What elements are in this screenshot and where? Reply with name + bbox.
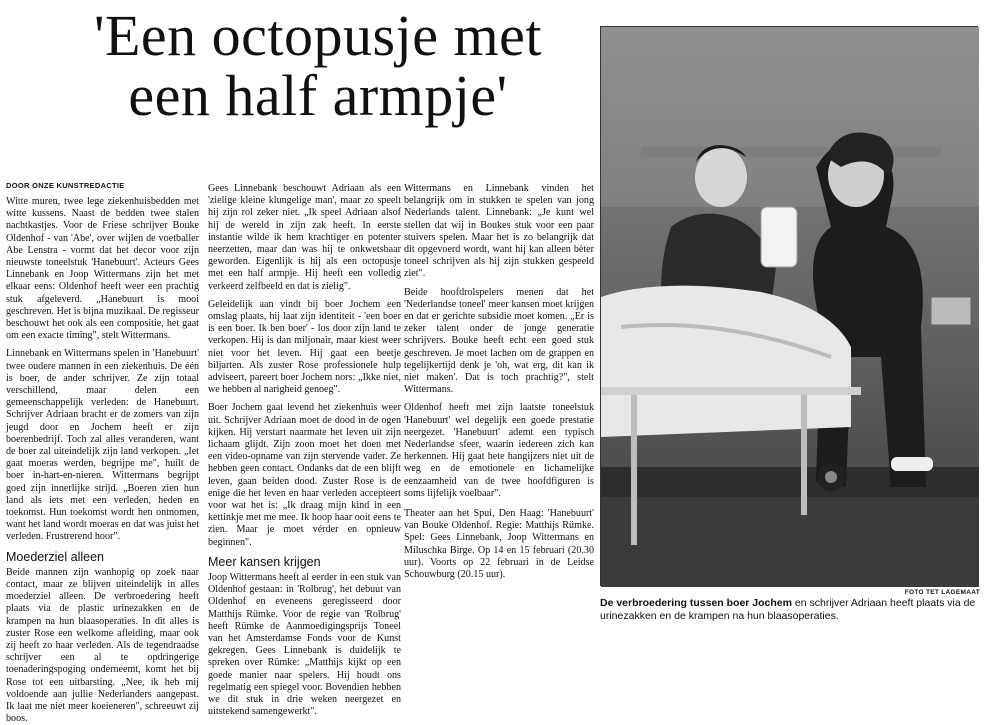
paragraph: Joop Wittermans heeft al eerder in een stuk van Oldenhof gestaan: in 'Rolbrug', het debuut van Oldenhof en eveneens geregisseerd door Matthijs Rümke. Voor de regie van 'Rolbrug' heeft Rümke de Aanmoedigingsprijs Toneel van het Amsterdamse Fonds voor de Kunst gekregen. Gees Linnebank is duidelijk te spreken over Rümke: „Matthijs kijkt op een goede manier naar spelers. Hij houdt ons regelmatig een spiegel voor. Bovendien hebben we dit stuk in drie weken neergezet en uitstekend samengewerkt".: [208, 571, 401, 718]
paragraph: Geleidelijk aan vindt bij boer Jochem een omslag plaats, hij laat zijn identiteit - 'een boer is een boer. Ik ben boer' - los door zijn land te verkopen. Hij is dan miljonair, maar kiest weer niet voor het leven. Hij gaat een beetje biljarten. Als zuster Rose professionele hulp adviseert, pareert boer Jochem nors: „Ikke niet, we hebben al narigheid genoeg".: [208, 298, 401, 396]
paragraph: Oldenhof heeft met zijn laatste toneelstuk 'Hanebuurt' wel degelijk een goede prestatie neergezet. 'Hanebuurt' ademt een typisch Nederlandse sfeer, waarin iedereen zich kan herkennen. Hij gaat hete hangijzers niet uit de weg en de emotionele en lichamelijke eenzaamheid van de twee hoofdfiguren is soms lijfelijk voelbaar".: [404, 402, 594, 499]
performance-credits: Theater aan het Spui, Den Haag: 'Hanebuurt' van Bouke Oldenhof. Regie: Matthijs Rümke. Spel: Gees Linnebank, Joop Wittermans en Miluschka Birge. Op 14 en 15 februari (20.30 uur). Voorts op 22 februari in de Leidse Schouwburg (20.15 uur).: [404, 508, 594, 581]
article-photo: [600, 26, 978, 586]
paragraph: Beide mannen zijn wanhopig op zoek naar contact, maar ze blijven uiteindelijk in alles moederziel alleen. De verbroedering heeft plaats via de plastic urinezakken en de krampen na hun blaasoperaties. In dit alles is zuster Rose een welkome afleiding, maar ook zij heeft zo haar verleden. Als de tegendraadse schrijver een al te opdringerige toenaderingspoging onderneemt, komt het bij Rose tot een uitbarsting. „Nee, ik heb mij voldoende aan jullie Nederlanders aangepast. Ik laat me niet meer koeieneren", schreeuwt zij boos.: [6, 566, 199, 725]
headline-line-2: een half armpje': [128, 63, 508, 128]
article-column-3: [404, 183, 594, 636]
photo-illustration: [601, 27, 979, 587]
caption-bold: De verbroedering tussen boer Jochem: [600, 597, 792, 609]
paragraph: Linnebank en Wittermans spelen in 'Hanebuurt' twee oudere mannen in een ziekenhuis. De één is boer, de ander schrijver. Ze zijn totaal verschillend, maar delen een gemeenschappelijk verleden: de Hanebuurt. Schrijver Adriaan bracht er de zomers van zijn jeugd door en Jochem heeft er zijn boerenbedrijf. Toch zal alles veranderen, want de boer zal uiteindelijk zijn land verkopen. „Iet gaat moeras werden, begrijpe me", huilt de boer in-hart-en-nieren. Wittermans begrijpt goed zijn innerlijke strijd. „Boeren zien hun land als iets met een verleden, heden en toekomst. Hun toekomst wordt hen ontnomen, want het land wordt moeras en dat was juist het verleden. Frustrerend hoor".: [6, 348, 199, 543]
headline-line-1: 'Een octopusje met: [94, 3, 542, 68]
article-column-2: [208, 183, 401, 718]
paragraph: Beide hoofdrolspelers menen dat het 'Nederlandse toneel' meer kansen moet krijgen en dat er gerichte subsidie moet komen. „Er is zeker talent onder de jonge generatie schrijvers. Bouke heeft echt een goed stuk geschreven. Je moet lachen om de grappen en tegelijkertijd denk je 'oh, wat erg, dit kan ik niet maken'. Dat is toch prachtig?", stelt Wittermans.: [404, 286, 594, 396]
paragraph: Boer Jochem gaat levend het ziekenhuis weer uit. Schrijver Adriaan moet de dood in de ogen kijken. Hij verstart naarmate het leven uit zijn lichaam glijdt. Zijn zoon moet het doen met een video-opname van zijn stervende vader. Ze hebben geen contact. Ondanks dat de een blijft leven, gaan beiden dood. Zuster Rose is de enige die het leven en haar verleden accepteert voor wat het is: „Ik draag mijn kind in een kettinkje met me mee. Ik hoop haar ooit eens te zien. Maar je moet vérder en opnieuw beginnen".: [208, 402, 401, 548]
paragraph: Wittermans en Linnebank vinden het belangrijk om in stukken te spelen van jong Nederlands talent. Linnebank: „Je kunt wel stellen dat wij in Boukes stuk voor een paar stuivers spelen. Maar het is zo belangrijk dat dit opgevoerd wordt, want hij kan alleen bèter toneel schrijven als hij zijn stukken gespeeld ziet".: [404, 183, 594, 280]
headline: [38, 3, 598, 128]
paragraph: Witte muren, twee lege ziekenhuisbedden met witte kussens. Naast de bedden twee stalen nachtkastjes. Voor de Friese schrijver Bouke Oldenhof - van 'Abe', over wijlen de voetballer Abe Lenstra - vormt dat het decor voor zijn nieuwste toneelstuk 'Hanebuurt'. Acteurs Gees Linnebank en Joop Wittermans zijn het met elkaar eens: Oldenhof heeft weer een prachtig stuk afgeleverd. „Hanebuurt is mooi geschreven. Het is bijna muzikaal. De regisseur beschouwt het ook als een compositie, het gaat om een exacte timing", stelt Wittermans.: [6, 196, 199, 342]
byline: DOOR ONZE KUNSTREDACTIE: [6, 181, 125, 190]
article-column-1: [6, 196, 199, 725]
photo-credit: FOTO TET LAGEMAAT: [904, 589, 980, 596]
caption-text: en schrijver Adriaan heeft plaats via de urinezakken en de krampen na hun blaasoperaties.: [600, 597, 976, 622]
subhead-meer-kansen: Meer kansen krijgen: [208, 554, 321, 569]
subhead-moederziel: Moederziel alleen: [6, 549, 104, 564]
photo-caption: [600, 597, 990, 623]
paragraph: Gees Linnebank beschouwt Adriaan als een 'zielige kleine klungelige man', maar zo speelt hij zijn rol zeker niet. „Ik speel Adriaan alsof hij de wereld in zijn zak heeft. In eerste instantie wilde ik hem krachtiger en potenter neerzetten, maar dan was hij te onkwetsbaar geworden. Eigenlijk is hij als een octopusje met een half armpje. Hij heeft een volledig verkeerd zelfbeeld en dat is zielig".: [208, 183, 401, 292]
